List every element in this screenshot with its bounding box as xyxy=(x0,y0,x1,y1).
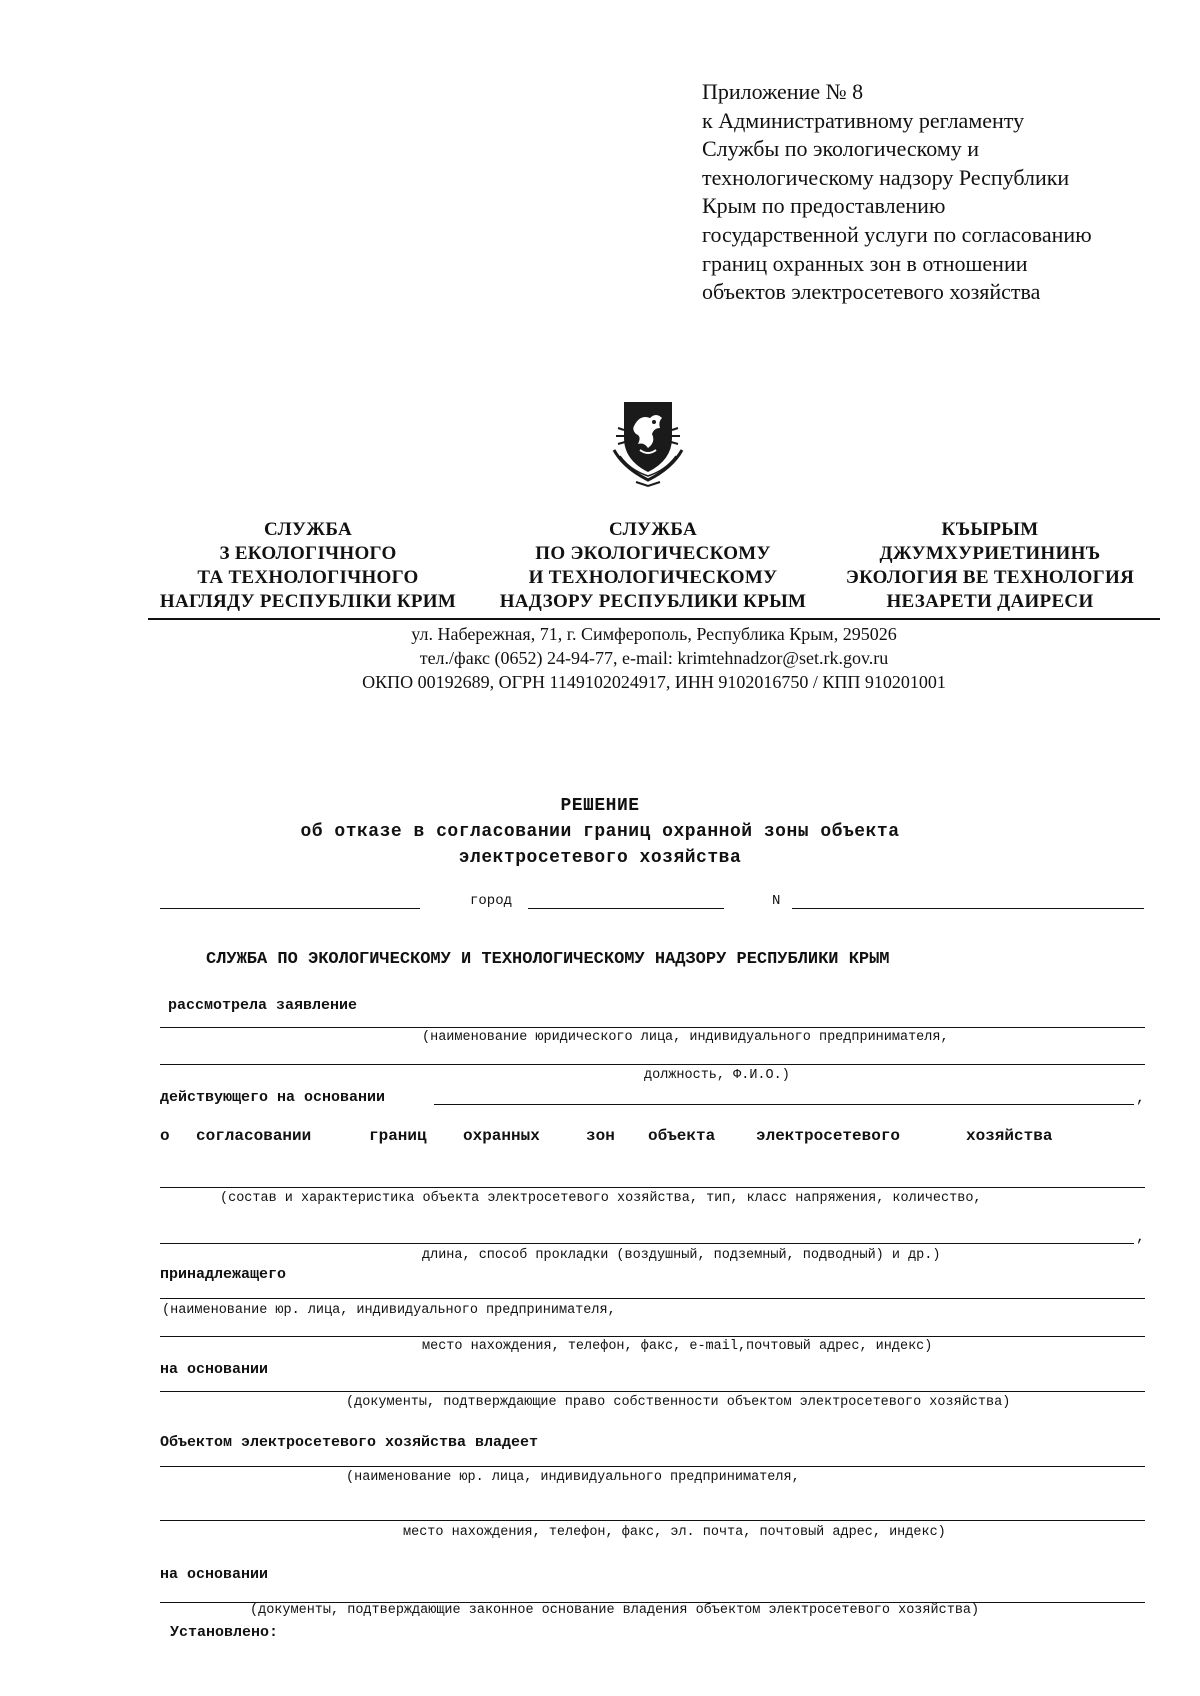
hint-owner-1: (наименование юр. лица, индивидуального предпринимателя, xyxy=(162,1303,616,1318)
org-line: КЪЫРЫМ xyxy=(941,519,1039,540)
possessed-by-label: Объектом электросетевого хозяйства владеет xyxy=(160,1434,539,1451)
hint-possession-docs: (документы, подтверждающие законное основание владения объектом электросетевого хозяйства) xyxy=(250,1603,980,1618)
org-line: З ЕКОЛОГІЧНОГО xyxy=(219,543,397,564)
on-basis-label: на основании xyxy=(160,1361,269,1378)
applicant-field-2[interactable] xyxy=(160,1064,1145,1065)
org-line: НЕЗАРЕТИ ДАИРЕСИ xyxy=(886,591,1094,612)
org-line: ПО ЭКОЛОГИЧЕСКОМУ xyxy=(535,543,771,564)
about-word: границ xyxy=(369,1127,427,1145)
appendix-line: Приложение № 8 xyxy=(702,79,864,104)
comma-mark: , xyxy=(1136,1090,1146,1107)
org-name-ukrainian xyxy=(148,518,468,614)
org-line: ДЖУМХУРИЕТИНИНЪ xyxy=(879,543,1101,564)
org-line: СЛУЖБА xyxy=(264,519,352,540)
hint-owner-2: место нахождения, телефон, факс, e-mail,почтовый адрес, индекс) xyxy=(422,1339,933,1354)
hint-applicant-2: должность, Ф.И.О.) xyxy=(644,1068,790,1083)
org-line: ТА ТЕХНОЛОГІЧНОГО xyxy=(197,567,419,588)
hint-ownership-docs: (документы, подтверждающие право собственности объектом электросетевого хозяйства) xyxy=(346,1395,1011,1410)
date-field[interactable] xyxy=(160,908,420,909)
possessor-field-1[interactable] xyxy=(160,1466,1145,1467)
org-line: ЭКОЛОГИЯ ВЕ ТЕХНОЛОГИЯ xyxy=(845,567,1135,588)
on-basis-label: на основании xyxy=(160,1566,269,1583)
about-word: зон xyxy=(586,1127,615,1145)
decision-subtitle-cont: электросетевого хозяйства xyxy=(458,848,742,868)
hint-object-2: длина, способ прокладки (воздушный, подземный, подводный) и др.) xyxy=(422,1248,941,1263)
org-line: И ТЕХНОЛОГИЧЕСКОМУ xyxy=(528,567,778,588)
appendix-line: технологическому надзору Республики xyxy=(702,164,1070,190)
object-field-2[interactable] xyxy=(160,1243,1134,1244)
appendix-note xyxy=(702,78,1172,307)
org-name-russian xyxy=(488,518,818,614)
number-field[interactable] xyxy=(792,908,1144,909)
org-line: НАДЗОРУ РЕСПУБЛИКИ КРЫМ xyxy=(499,591,807,612)
about-word: электросетевого xyxy=(756,1127,901,1145)
established-label: Установлено: xyxy=(170,1624,279,1641)
applicant-field-1[interactable] xyxy=(160,1027,1145,1028)
acting-basis-field[interactable] xyxy=(434,1104,1134,1105)
decision-subtitle: об отказе в согласовании границ охранной зоны объекта xyxy=(300,822,900,842)
belonging-label: принадлежащего xyxy=(160,1266,287,1283)
about-word: хозяйства xyxy=(966,1127,1053,1145)
city-label: город xyxy=(470,893,513,909)
possessor-field-2[interactable] xyxy=(160,1520,1145,1521)
contact-details xyxy=(148,622,1160,694)
org-name-crimean-tatar xyxy=(820,518,1160,614)
crimea-emblem-icon xyxy=(604,398,692,488)
appendix-line: Крым по предоставлению xyxy=(702,193,946,219)
city-field[interactable] xyxy=(528,908,724,909)
about-word: охранных xyxy=(463,1127,540,1145)
contact-address: ул. Набережная, 71, г. Симферополь, Республика Крым, 295026 xyxy=(411,624,897,644)
header-divider xyxy=(148,618,1160,620)
appendix-line: объектов электросетевого хозяйства xyxy=(702,279,1041,305)
comma-mark: , xyxy=(1136,1229,1146,1246)
considered-label: рассмотрела заявление xyxy=(168,997,358,1014)
appendix-line: границ охранных зон в отношении xyxy=(702,250,1028,276)
object-field-1[interactable] xyxy=(160,1187,1145,1188)
issuer-name: СЛУЖБА ПО ЭКОЛОГИЧЕСКОМУ И ТЕХНОЛОГИЧЕСКОМУ НАДЗОРУ РЕСПУБЛИКИ КРЫМ xyxy=(206,950,890,969)
hint-object-1: (состав и характеристика объекта электросетевого хозяйства, тип, класс напряжения, количество, xyxy=(220,1191,982,1206)
decision-title: РЕШЕНИЕ xyxy=(560,796,640,816)
org-line: СЛУЖБА xyxy=(609,519,697,540)
hint-possessor-2: место нахождения, телефон, факс, эл. почта, почтовый адрес, индекс) xyxy=(403,1525,946,1540)
owner-field-2[interactable] xyxy=(160,1336,1145,1337)
contact-phone-email: тел./факс (0652) 24-94-77, e-mail: krimtehnadzor@set.rk.gov.ru xyxy=(419,648,889,668)
hint-possessor-1: (наименование юр. лица, индивидуального предпринимателя, xyxy=(346,1470,800,1485)
org-line: НАГЛЯДУ РЕСПУБЛІКИ КРИМ xyxy=(159,591,457,612)
about-word: о xyxy=(160,1127,170,1145)
ownership-docs-field[interactable] xyxy=(160,1391,1145,1392)
hint-applicant-1: (наименование юридического лица, индивидуального предпринимателя, xyxy=(422,1030,949,1045)
appendix-line: Службы по экологическому и xyxy=(702,136,980,162)
owner-field-1[interactable] xyxy=(160,1298,1145,1299)
about-word: согласовании xyxy=(196,1127,312,1145)
acting-basis-label: действующего на основании xyxy=(160,1089,386,1106)
contact-registration-codes: ОКПО 00192689, ОГРН 1149102024917, ИНН 9102016750 / КПП 910201001 xyxy=(362,672,946,692)
number-label: N xyxy=(772,893,781,909)
appendix-line: государственной услуги по согласованию xyxy=(702,221,1092,247)
about-word: объекта xyxy=(648,1127,716,1145)
appendix-line: к Административному регламенту xyxy=(702,107,1025,133)
